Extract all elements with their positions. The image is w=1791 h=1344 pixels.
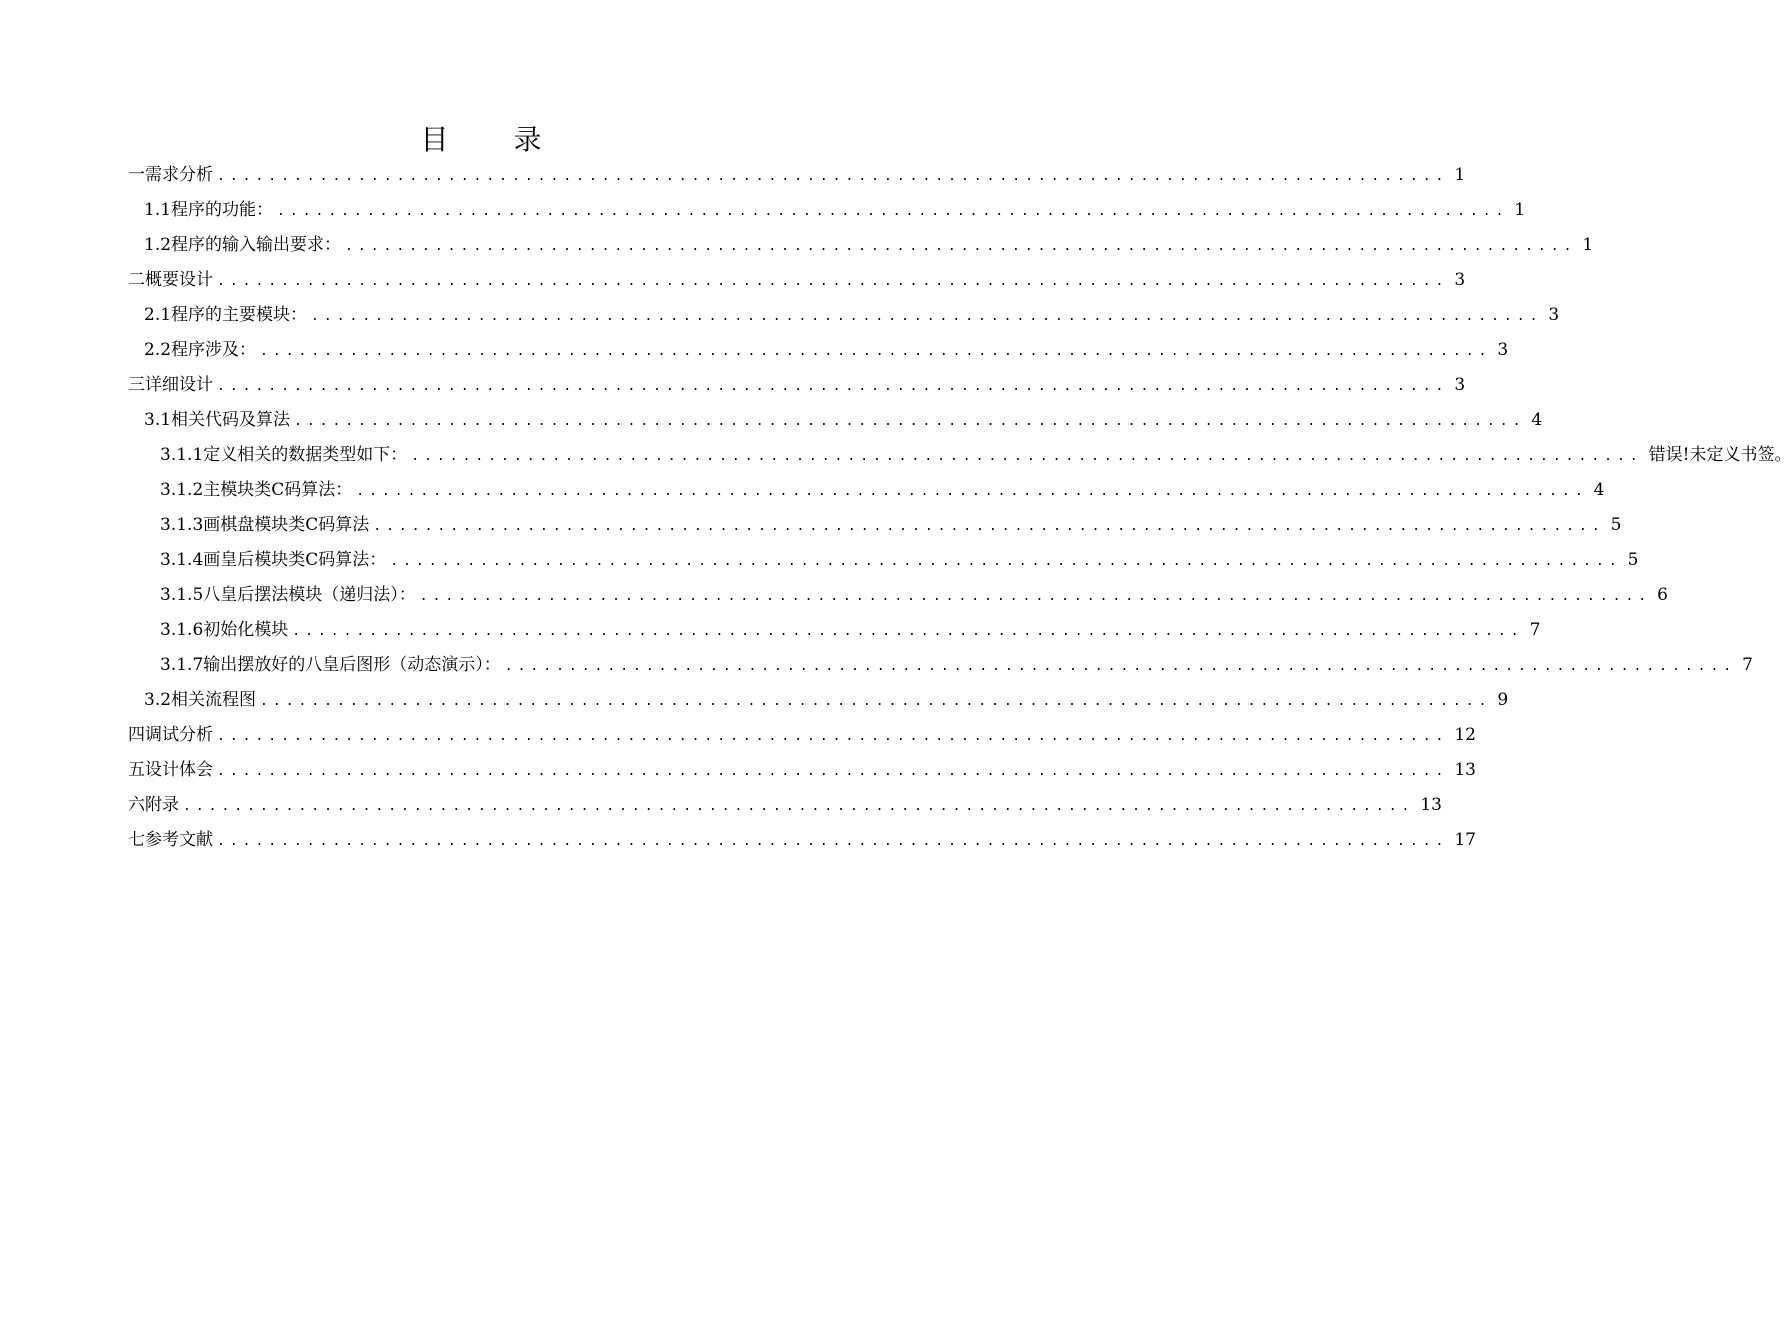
toc-list (128, 160, 1791, 860)
toc-entry[interactable] (128, 615, 1541, 650)
toc-entry[interactable] (128, 650, 1753, 685)
toc-entry-text: 定义相关的数据类型如下： (203, 445, 408, 465)
toc-entry-page: 1 (1454, 165, 1466, 185)
toc-entry-text: 主模块类C码算法： (203, 480, 353, 500)
toc-entry[interactable] (128, 545, 1639, 580)
toc-entry[interactable] (128, 335, 1509, 370)
toc-entry-number: 三 (128, 375, 145, 395)
toc-entry-number: 3.1.5 (160, 585, 204, 605)
toc-entry-text: 需求分析 (145, 165, 213, 185)
toc-entry-text: 相关流程图 (171, 690, 257, 710)
toc-entry-page: 3 (1454, 270, 1466, 290)
toc-entry[interactable] (128, 230, 1594, 265)
toc-entry-number: 1.1 (144, 200, 172, 220)
toc-entry[interactable] (128, 755, 1476, 790)
toc-entry-number: 2.1 (144, 305, 172, 325)
toc-entry-page: 9 (1497, 690, 1509, 710)
toc-entry-number: 3.2 (144, 690, 172, 710)
toc-entry-number: 3.1.2 (160, 480, 204, 500)
toc-leader-dots: ................................................................................................ (217, 379, 1449, 394)
toc-entry-page: 1 (1514, 200, 1526, 220)
toc-leader-dots: ................................................................................................ (217, 169, 1449, 184)
toc-entry-text: 初始化模块 (203, 620, 289, 640)
toc-entry-text: 程序涉及： (171, 340, 257, 360)
toc-entry-page: 1 (1582, 235, 1594, 255)
toc-entry-page: 5 (1610, 515, 1622, 535)
toc-entry-page: 7 (1529, 620, 1541, 640)
toc-entry[interactable] (128, 685, 1509, 720)
toc-leader-dots: ................................................................................................ (419, 589, 1652, 604)
toc-entry-text: 调试分析 (145, 725, 213, 745)
toc-entry-page: 3 (1497, 340, 1509, 360)
toc-entry[interactable] (128, 790, 1442, 825)
toc-entry-text: 附录 (145, 795, 179, 815)
toc-entry-text: 参考文献 (145, 830, 213, 850)
toc-entry-text: 画棋盘模块类C码算法 (203, 515, 370, 535)
toc-entry[interactable] (128, 370, 1466, 405)
toc-entry-page: 13 (1420, 795, 1442, 815)
toc-title: 目 录 (420, 123, 570, 156)
toc-entry-text: 详细设计 (145, 375, 213, 395)
toc-entry-text: 概要设计 (145, 270, 213, 290)
toc-entry-page: 5 (1627, 550, 1639, 570)
toc-entry[interactable] (128, 160, 1466, 195)
toc-entry-page: 4 (1593, 480, 1605, 500)
toc-entry-text: 输出摆放好的八皇后图形（动态演示）： (203, 655, 501, 675)
toc-leader-dots: ................................................................................................ (183, 799, 1415, 814)
toc-entry[interactable] (128, 580, 1668, 615)
toc-entry-page: 3 (1454, 375, 1466, 395)
toc-leader-dots: ................................................................................................ (356, 484, 1588, 499)
toc-entry-number: 3.1.6 (160, 620, 204, 640)
toc-entry-text: 程序的输入输出要求： (171, 235, 342, 255)
toc-leader-dots: ................................................................................................ (504, 659, 1737, 674)
toc-entry[interactable] (128, 300, 1560, 335)
toc-entry-text: 程序的主要模块： (171, 305, 308, 325)
toc-entry-page: 17 (1454, 830, 1476, 850)
toc-entry-number: 四 (128, 725, 145, 745)
toc-entry[interactable] (128, 195, 1526, 230)
toc-leader-dots: ................................................................................................ (260, 344, 1492, 359)
toc-leader-dots: ................................................................................................ (217, 834, 1449, 849)
toc-entry-number: 七 (128, 830, 145, 850)
toc-entry-text: 程序的功能： (171, 200, 274, 220)
toc-entry-text: 八皇后摆法模块（递归法）： (203, 585, 416, 605)
toc-entry-text: 相关代码及算法 (171, 410, 291, 430)
toc-entry-page: 13 (1454, 760, 1476, 780)
toc-entry[interactable] (128, 405, 1543, 440)
toc-entry[interactable] (128, 475, 1605, 510)
toc-entry-page: 12 (1454, 725, 1476, 745)
toc-entry-number: 二 (128, 270, 145, 290)
toc-entry-page: 7 (1742, 655, 1753, 675)
toc-entry-number: 3.1.7 (160, 655, 204, 675)
toc-entry-text: 画皇后模块类C码算法： (203, 550, 387, 570)
toc-leader-dots: ................................................................................................ (217, 764, 1449, 779)
toc-leader-dots: ................................................................................................ (345, 239, 1577, 254)
toc-leader-dots: ................................................................................................ (294, 414, 1526, 429)
toc-entry-number: 一 (128, 165, 145, 185)
toc-leader-dots: ................................................................................................ (311, 309, 1543, 324)
toc-entry[interactable] (128, 825, 1476, 860)
toc-leader-dots: ................................................................................................ (390, 554, 1622, 569)
toc-entry-text: 设计体会 (145, 760, 213, 780)
toc-entry-number: 3.1.3 (160, 515, 204, 535)
toc-entry-number: 六 (128, 795, 145, 815)
toc-leader-dots: ................................................................................................ (292, 624, 1524, 639)
toc-entry[interactable] (128, 510, 1622, 545)
toc-entry-page: 4 (1531, 410, 1543, 430)
toc-leader-dots: ................................................................................................ (277, 204, 1509, 219)
toc-leader-dots: ................................................................................................ (373, 519, 1605, 534)
toc-entry[interactable] (128, 265, 1466, 300)
toc-leader-dots: ................................................................................................ (260, 694, 1492, 709)
toc-entry-number: 3.1.1 (160, 445, 204, 465)
toc-entry[interactable] (128, 440, 1791, 475)
toc-entry-number: 3.1.4 (160, 550, 204, 570)
toc-entry-page: 错误!未定义书签。 (1648, 445, 1791, 465)
toc-entry-number: 2.2 (144, 340, 172, 360)
toc-leader-dots: ................................................................................................ (217, 274, 1449, 289)
toc-entry[interactable] (128, 720, 1476, 755)
toc-leader-dots: ................................................................................................ (411, 449, 1643, 464)
toc-entry-page: 3 (1548, 305, 1560, 325)
toc-entry-number: 1.2 (144, 235, 172, 255)
toc-entry-number: 3.1 (144, 410, 172, 430)
toc-leader-dots: ................................................................................................ (217, 729, 1449, 744)
toc-entry-number: 五 (128, 760, 145, 780)
toc-entry-page: 6 (1657, 585, 1668, 605)
